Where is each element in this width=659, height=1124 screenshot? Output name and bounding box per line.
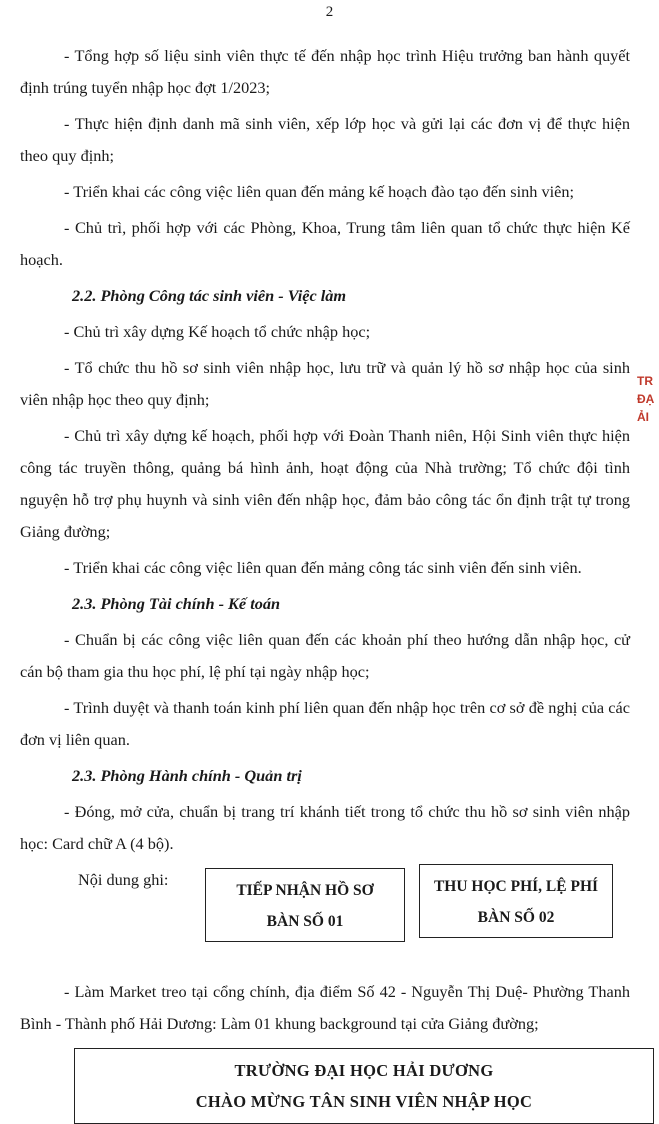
list-item: - Chủ trì xây dựng Kế hoạch tổ chức nhập học; [64, 322, 371, 341]
document-body [20, 40, 630, 1124]
paragraph: - Triển khai các công việc liên quan đến mảng kế hoạch đào tạo đến sinh viên; [64, 182, 574, 201]
sign-box-title: THU HỌC PHÍ, LỆ PHÍ [433, 878, 599, 895]
stamp-text: TR [637, 374, 653, 388]
stamp-text: ĐẠ [637, 392, 655, 406]
section-heading-2-3-admin: 2.3. Phòng Hành chính - Quản trị [72, 766, 302, 785]
paragraph: - Thực hiện định danh mã sinh viên, xếp lớp học và gửi lại các đơn vị để thực hiện theo quy định; [20, 114, 630, 165]
banner-line: TRƯỜNG ĐẠI HỌC HẢI DƯƠNG [234, 1061, 494, 1080]
list-item: - Trình duyệt và thanh toán kinh phí liên quan đến nhập học trên cơ sở đề nghị của các đơn vị liên quan. [20, 698, 630, 749]
sign-box-number: BÀN SỐ 02 [477, 909, 555, 926]
paragraph: - Tổng hợp số liệu sinh viên thực tế đến nhập học trình Hiệu trưởng ban hành quyết định trúng tuyển nhập học đợt 1/2023; [20, 46, 630, 97]
section-heading-2-3-finance: 2.3. Phòng Tài chính - Kế toán [72, 594, 281, 613]
list-item: - Triển khai các công việc liên quan đến mảng công tác sinh viên đến sinh viên. [64, 558, 582, 577]
box-label: Nội dung ghi: [78, 870, 169, 889]
sign-box-fees [419, 864, 613, 938]
sign-boxes [20, 864, 630, 976]
list-item: - Chuẩn bị các công việc liên quan đến các khoản phí theo hướng dẫn nhập học, cử cán bộ tham gia thu học phí, lệ phí tại ngày nhập học; [20, 630, 630, 681]
red-stamp-fragment [637, 372, 659, 542]
list-item: - Đóng, mở cửa, chuẩn bị trang trí khánh tiết trong tổ chức thu hồ sơ sinh viên nhập học: Card chữ A (4 bộ). [20, 802, 630, 853]
list-item: - Tổ chức thu hồ sơ sinh viên nhập học, lưu trữ và quản lý hồ sơ nhập học của sinh viên nhập học theo quy định; [20, 358, 630, 409]
banner-line: CHÀO MỪNG TÂN SINH VIÊN NHẬP HỌC [195, 1092, 533, 1111]
sign-box-reception [205, 868, 405, 942]
paragraph: - Chủ trì, phối hợp với các Phòng, Khoa, Trung tâm liên quan tổ chức thực hiện Kế hoạch. [20, 218, 630, 269]
page-number: 2 [325, 4, 334, 20]
list-item: - Làm Market treo tại cổng chính, địa điểm Số 42 - Nguyễn Thị Duệ- Phường Thanh Bình - Thành phố Hải Dương: Làm 01 khung background tại cửa Giảng đường; [20, 982, 630, 1033]
list-item: - Chủ trì xây dựng kế hoạch, phối hợp với Đoàn Thanh niên, Hội Sinh viên thực hiện công tác truyền thông, quảng bá hình ảnh, hoạt động của Nhà trường; Tổ chức đội tình nguyện hỗ trợ phụ huynh và sinh viên đến nhập học, đảm bảo công tác ổn định trật tự trong Giảng đường; [20, 426, 630, 541]
stamp-text: ẢI [637, 410, 649, 424]
sign-box-title: TIẾP NHẬN HỒ SƠ [236, 882, 374, 899]
welcome-banner [74, 1048, 654, 1124]
section-heading-2-2: 2.2. Phòng Công tác sinh viên - Việc làm [72, 286, 347, 305]
sign-box-number: BÀN SỐ 01 [266, 913, 344, 930]
